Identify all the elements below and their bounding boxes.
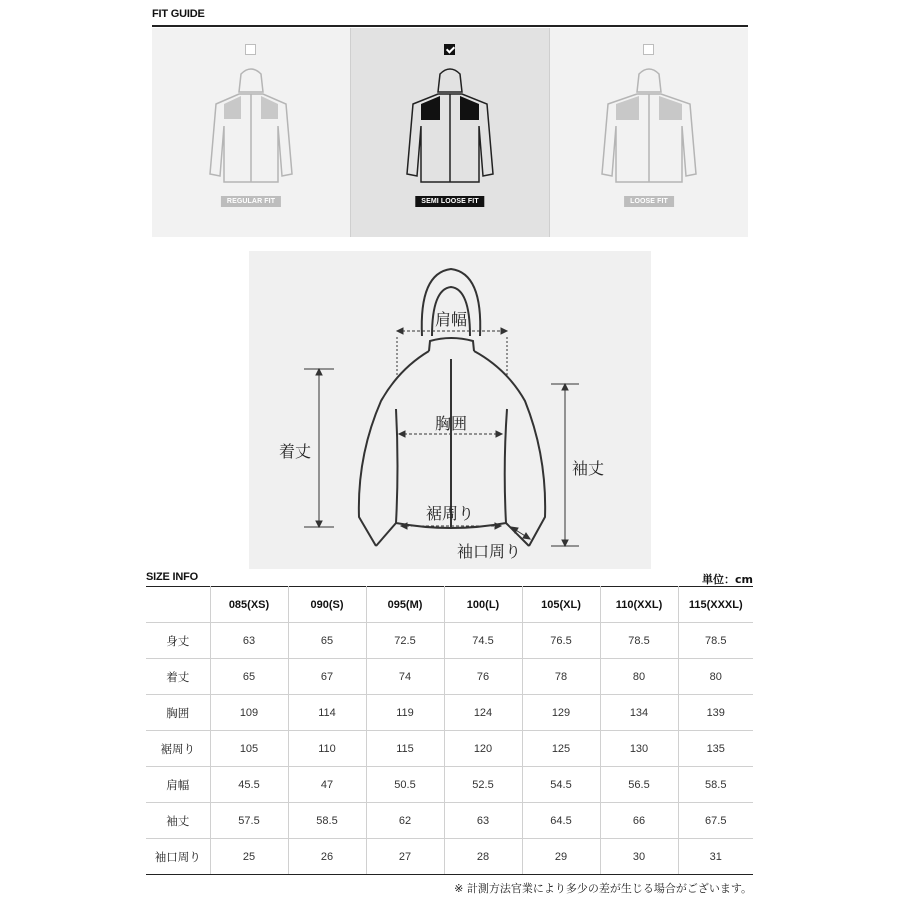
table-row <box>146 839 753 875</box>
table-cell: 30 <box>600 839 678 875</box>
table-cell: 78 <box>522 659 600 695</box>
column-header: 085(XS) <box>210 587 288 623</box>
fit-option-semi-loose[interactable] <box>350 28 550 237</box>
table-cell: 114 <box>288 695 366 731</box>
checkbox-icon[interactable] <box>643 44 654 55</box>
table-cell: 57.5 <box>210 803 288 839</box>
table-cell: 50.5 <box>366 767 444 803</box>
checkbox-icon[interactable] <box>245 44 256 55</box>
table-cell: 119 <box>366 695 444 731</box>
column-header: 095(M) <box>366 587 444 623</box>
table-row <box>146 623 753 659</box>
row-header: 裾周り <box>146 731 210 767</box>
row-header: 着丈 <box>146 659 210 695</box>
column-header: 100(L) <box>444 587 522 623</box>
table-cell: 58.5 <box>288 803 366 839</box>
label-shoulder: 肩幅 <box>435 310 468 329</box>
table-cell: 31 <box>678 839 753 875</box>
row-header: 袖丈 <box>146 803 210 839</box>
table-cell: 67.5 <box>678 803 753 839</box>
table-cell: 124 <box>444 695 522 731</box>
table-cell: 27 <box>366 839 444 875</box>
table-cell: 45.5 <box>210 767 288 803</box>
table-cell: 130 <box>600 731 678 767</box>
column-header: 090(S) <box>288 587 366 623</box>
row-header: 袖口周り <box>146 839 210 875</box>
fit-option-regular[interactable] <box>152 28 350 237</box>
table-cell: 76 <box>444 659 522 695</box>
table-cell: 25 <box>210 839 288 875</box>
label-sleeve: 袖丈 <box>572 459 605 478</box>
table-cell: 58.5 <box>678 767 753 803</box>
column-header: 110(XXL) <box>600 587 678 623</box>
table-cell: 125 <box>522 731 600 767</box>
jacket-icon <box>594 64 704 194</box>
table-cell: 139 <box>678 695 753 731</box>
table-cell: 54.5 <box>522 767 600 803</box>
table-cell: 134 <box>600 695 678 731</box>
table-cell: 52.5 <box>444 767 522 803</box>
table-cell: 65 <box>288 623 366 659</box>
size-info-title: SIZE INFO <box>146 571 198 583</box>
table-cell: 72.5 <box>366 623 444 659</box>
table-cell: 135 <box>678 731 753 767</box>
table-cell: 76.5 <box>522 623 600 659</box>
unit-label: 単位：cm <box>702 573 753 586</box>
table-cell: 80 <box>600 659 678 695</box>
row-header: 胸囲 <box>146 695 210 731</box>
table-cell: 28 <box>444 839 522 875</box>
column-header: 115(XXXL) <box>678 587 753 623</box>
table-row <box>146 695 753 731</box>
table-cell: 67 <box>288 659 366 695</box>
column-header <box>146 587 210 623</box>
table-row <box>146 767 753 803</box>
table-cell: 129 <box>522 695 600 731</box>
table-cell: 47 <box>288 767 366 803</box>
label-cuff: 袖口周り <box>457 542 522 561</box>
label-hem: 裾周り <box>426 504 475 523</box>
fit-guide-panels <box>152 28 748 237</box>
table-cell: 62 <box>366 803 444 839</box>
fit-label-loose: LOOSE FIT <box>624 196 674 207</box>
table-cell: 80 <box>678 659 753 695</box>
row-header: 身丈 <box>146 623 210 659</box>
table-cell: 26 <box>288 839 366 875</box>
column-header: 105(XL) <box>522 587 600 623</box>
table-cell: 105 <box>210 731 288 767</box>
table-cell: 109 <box>210 695 288 731</box>
table-cell: 29 <box>522 839 600 875</box>
table-row <box>146 803 753 839</box>
table-row <box>146 731 753 767</box>
table-cell: 110 <box>288 731 366 767</box>
jacket-icon <box>395 64 505 194</box>
measurement-note: ※ 計測方法官業により多少の差が生じる場合がございます。 <box>454 882 752 895</box>
table-cell: 56.5 <box>600 767 678 803</box>
table-cell: 74 <box>366 659 444 695</box>
table-cell: 74.5 <box>444 623 522 659</box>
fit-option-loose[interactable] <box>550 28 748 237</box>
label-chest: 胸囲 <box>435 414 468 433</box>
label-length: 着丈 <box>279 442 312 461</box>
fit-guide-rule <box>152 25 748 27</box>
measurement-diagram <box>249 251 651 569</box>
row-header: 肩幅 <box>146 767 210 803</box>
checkbox-checked-icon[interactable] <box>444 44 455 55</box>
table-cell: 66 <box>600 803 678 839</box>
fit-label-semi-loose: SEMI LOOSE FIT <box>415 196 484 207</box>
table-cell: 78.5 <box>600 623 678 659</box>
fit-label-regular: REGULAR FIT <box>221 196 281 207</box>
table-cell: 120 <box>444 731 522 767</box>
table-header-row <box>146 587 753 623</box>
table-cell: 64.5 <box>522 803 600 839</box>
table-row <box>146 659 753 695</box>
table-cell: 63 <box>444 803 522 839</box>
table-cell: 78.5 <box>678 623 753 659</box>
table-cell: 63 <box>210 623 288 659</box>
size-table <box>146 586 753 875</box>
table-cell: 115 <box>366 731 444 767</box>
table-cell: 65 <box>210 659 288 695</box>
fit-guide-title: FIT GUIDE <box>152 8 205 20</box>
jacket-icon <box>196 64 306 194</box>
